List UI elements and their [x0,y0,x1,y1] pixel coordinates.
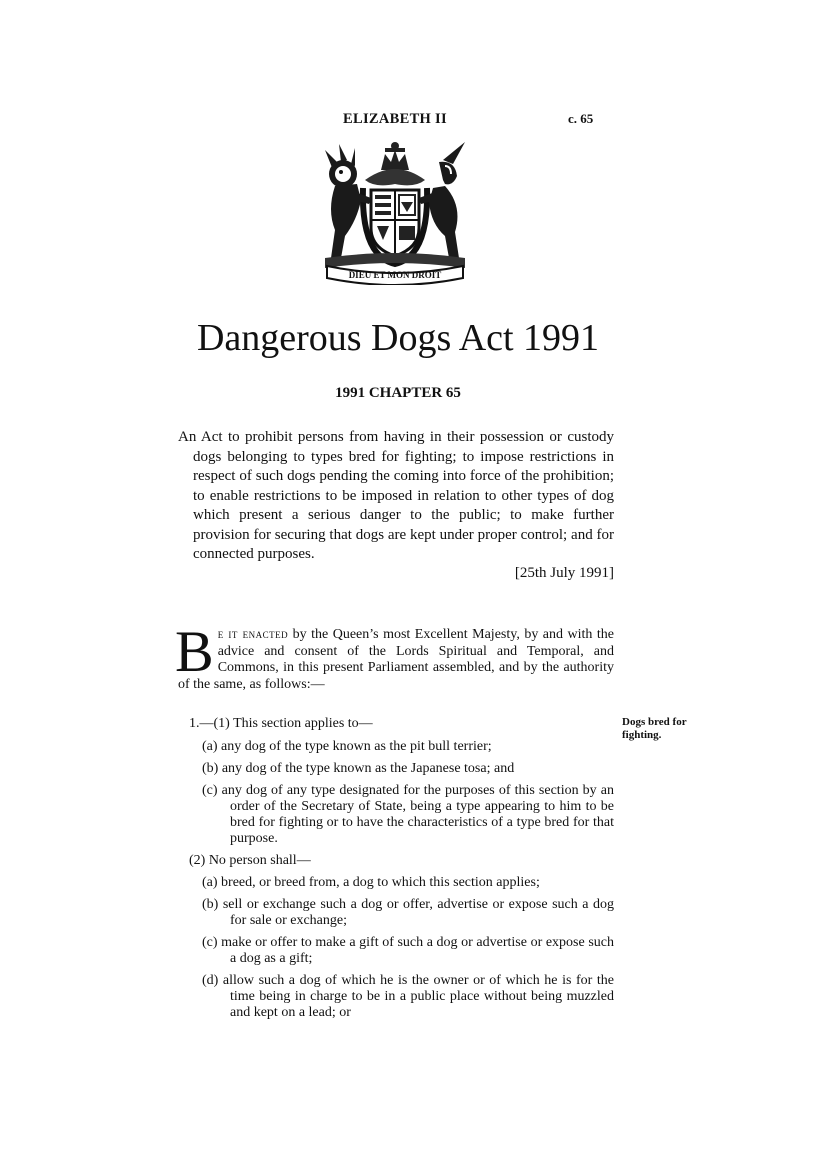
drop-cap: B [175,619,214,684]
chapter-reference: c. 65 [568,111,594,126]
list-item: (c) any dog of any type designated for the purposes of this section by an order of the Secretary of State, being a type appearing to him to be bred for fighting or to have the characteristics of a type bred for that purpose. [202,783,614,846]
royal-coat-of-arms-icon [305,140,485,285]
royal-assent-date: [25th July 1991] [514,565,614,581]
list-item: (a) breed, or breed from, a dog to which this section applies; [202,875,540,890]
list-item: (d) allow such a dog of which he is the owner or of which he is for the time being in charge to be in a public place without being muzzled and kept on a lead; or [202,973,614,1020]
subsection-heading: (2) No person shall— [189,853,311,868]
list-item: (b) sell or exchange such a dog or offer, advertise or expose such a dog for sale or exchange; [202,897,614,928]
crest-motto: DIEU ET MON DROIT [348,270,442,280]
running-title: ELIZABETH II [343,111,447,127]
enacting-body: by the Queen’s most Excellent Majesty, by and with the advice and consent of the Lords Spiritual and Temporal, and Commons, in this present Parliament assembled, and by the authority of the same, as follows:— [178,627,614,692]
list-item: (a) any dog of the type known as the pit bull terrier; [202,739,492,754]
list-item: (c) make or offer to make a gift of such a dog or advertise or expose such a dog as a gift; [202,935,614,966]
section-1 [178,716,614,1027]
enacting-formula [175,619,614,693]
section-heading: 1.—(1) This section applies to— [189,716,373,731]
act-title: Dangerous Dogs Act 1991 [196,317,600,359]
margin-note: Dogs bred for fighting. [622,716,687,741]
list-item: (b) any dog of the type known as the Japanese tosa; and [202,761,515,776]
long-title: An Act to prohibit persons from having in their possession or custody dogs belonging to types bred for fighting; to impose restrictions in respect of such dogs pending the coming into force of the prohibition; to enable restrictions to be imposed in relation to other types of dog which present a serious danger to the public; to make further provision for securing that dogs are kept under proper control; and for connected purposes. [178,429,614,562]
chapter-heading: 1991 CHAPTER 65 [335,385,461,401]
enacting-lead: e it enacted [217,626,289,641]
